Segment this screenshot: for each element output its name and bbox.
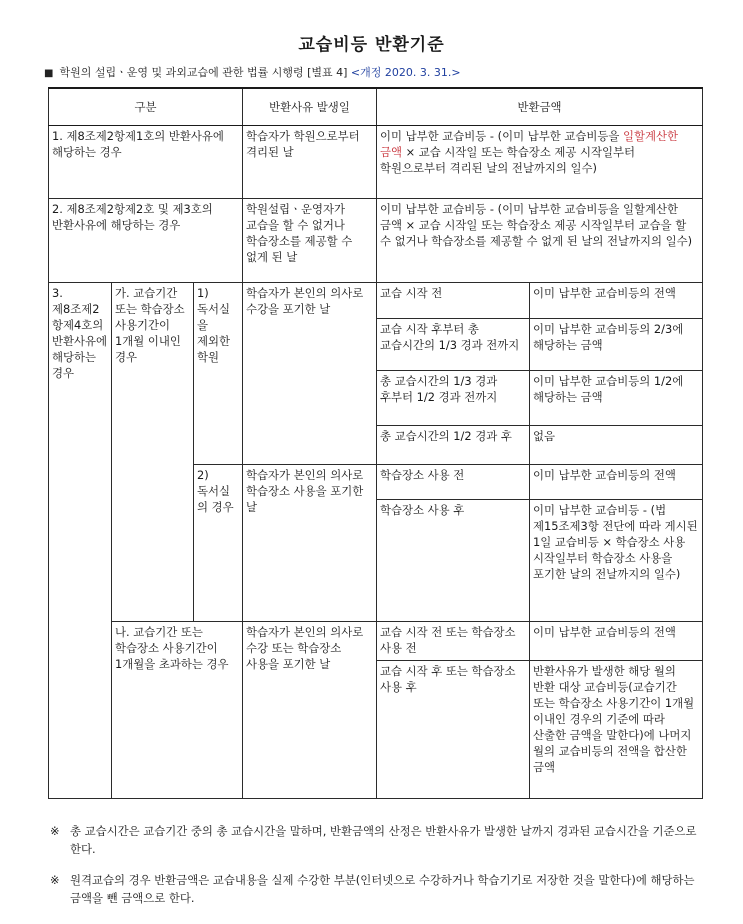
footnote-text: 원격교습의 경우 반환금액은 교습내용을 실제 수강한 부분(인터넷으로 수강하거나 학습기기로 저장한 것을 말한다)에 해당하는 금액을 뺀 금액으로 한다. [70,873,695,905]
row3-na-date: 학습자가 본인의 의사로 수강 또는 학습장소 사용을 포기한 날 [243,621,377,798]
header-category: 구분 [49,88,243,125]
row3-item2: 2) 독서실의 경우 [194,464,243,621]
row3-item1-date: 학습자가 본인의 의사로 수강을 포기한 날 [243,282,377,464]
item1-amount-4: 없음 [530,425,703,464]
row1-amount-post: × 교습 시작일 또는 학습장소 제공 시작일부터 학원으로부터 격리된 날의 전날까지의 일수) [380,144,635,175]
na-period-1: 교습 시작 전 또는 학습장소 사용 전 [377,621,530,660]
na-amount-2: 반환사유가 발생한 해당 월의 반환 대상 교습비등(교습기간 또는 학습장소 사용기간이 1개월 이내인 경우의 기준에 따라 산출한 금액을 말한다)에 나머지 월의 교습비등의 전액을 합산한 금액 [530,660,703,798]
item2-period-2: 학습장소 사용 후 [377,499,530,621]
table-row [49,621,703,660]
row3-sub-na: 나. 교습기간 또는 학습장소 사용기간이 1개월을 초과하는 경우 [112,621,243,798]
reference-mark-icon: ※ [50,873,60,887]
item1-period-1: 교습 시작 전 [377,282,530,318]
row2-date: 학원설립ㆍ운영자가 교습을 할 수 없거나 학습장소를 제공할 수 없게 된 날 [243,198,377,282]
footnotes [50,822,700,920]
revision-link[interactable]: <개정 2020. 3. 31.> [350,66,461,79]
item1-amount-3: 이미 납부한 교습비등의 1/2에 해당하는 금액 [530,370,703,425]
refund-standards-table [48,87,703,799]
item2-amount-2: 이미 납부한 교습비등 - (법 제15조제3항 전단에 따라 게시된 1일 교습비등 × 학습장소 사용 시작일부터 학습장소 사용을 포기한 날의 전날까지의 일수) [530,499,703,621]
row1-amount-highlight: 일할계산한 금액 [380,128,678,159]
square-bullet-icon: ■ [44,68,54,79]
table-row [49,198,703,282]
header-date: 반환사유 발생일 [243,88,377,125]
item1-period-4: 총 교습시간의 1/2 경과 후 [377,425,530,464]
na-period-2: 교습 시작 후 또는 학습장소 사용 후 [377,660,530,798]
row3-category: 3. 제8조제2항제4호의 반환사유에 해당하는 경우 [49,282,112,798]
row1-category: 1. 제8조제2항제1호의 반환사유에 해당하는 경우 [49,125,243,198]
item1-amount-1: 이미 납부한 교습비등의 전액 [530,282,703,318]
law-reference-text: 학원의 설립ㆍ운영 및 과외교습에 관한 법률 시행령 [별표 4] [59,66,348,79]
item1-period-3: 총 교습시간의 1/3 경과 후부터 1/2 경과 전까지 [377,370,530,425]
row3-item2-date: 학습자가 본인의 의사로 학습장소 사용을 포기한 날 [243,464,377,621]
footnote-text: 총 교습시간은 교습기간 중의 총 교습시간을 말하며, 반환금액의 산정은 반환사유가 발생한 날까지 경과된 교습시간을 기준으로 한다. [70,824,697,856]
row2-amount: 이미 납부한 교습비등 - (이미 납부한 교습비등을 일할계산한 금액 × 교습 시작일 또는 학습장소 제공 시작일부터 교습을 할 수 없거나 학습장소를 제공할 수 없게 된 날의 전날까지의 일수) [377,198,703,282]
footnote [50,822,700,858]
item2-period-1: 학습장소 사용 전 [377,464,530,499]
table-row [49,125,703,198]
row2-category: 2. 제8조제2항제2호 및 제3호의 반환사유에 해당하는 경우 [49,198,243,282]
page-title: 교습비등 반환기준 [298,35,445,55]
header-amount: 반환금액 [377,88,703,125]
item2-amount-1: 이미 납부한 교습비등의 전액 [530,464,703,499]
row3-sub-ga: 가. 교습기간 또는 학습장소 사용기간이 1개월 이내인 경우 [112,282,194,621]
item1-amount-2: 이미 납부한 교습비등의 2/3에 해당하는 금액 [530,318,703,370]
na-amount-1: 이미 납부한 교습비등의 전액 [530,621,703,660]
reference-mark-icon: ※ [50,824,60,838]
row3-item1: 1) 독서실을 제외한 학원 [194,282,243,464]
law-reference [44,64,461,80]
item1-period-2: 교습 시작 후부터 총 교습시간의 1/3 경과 전까지 [377,318,530,370]
row1-amount-pre: 이미 납부한 교습비등 - (이미 납부한 교습비등을 [380,128,623,143]
footnote [50,871,700,907]
row1-amount [377,125,703,198]
table-row [49,282,703,318]
table-header-row [49,88,703,125]
row1-date: 학습자가 학원으로부터 격리된 날 [243,125,377,198]
